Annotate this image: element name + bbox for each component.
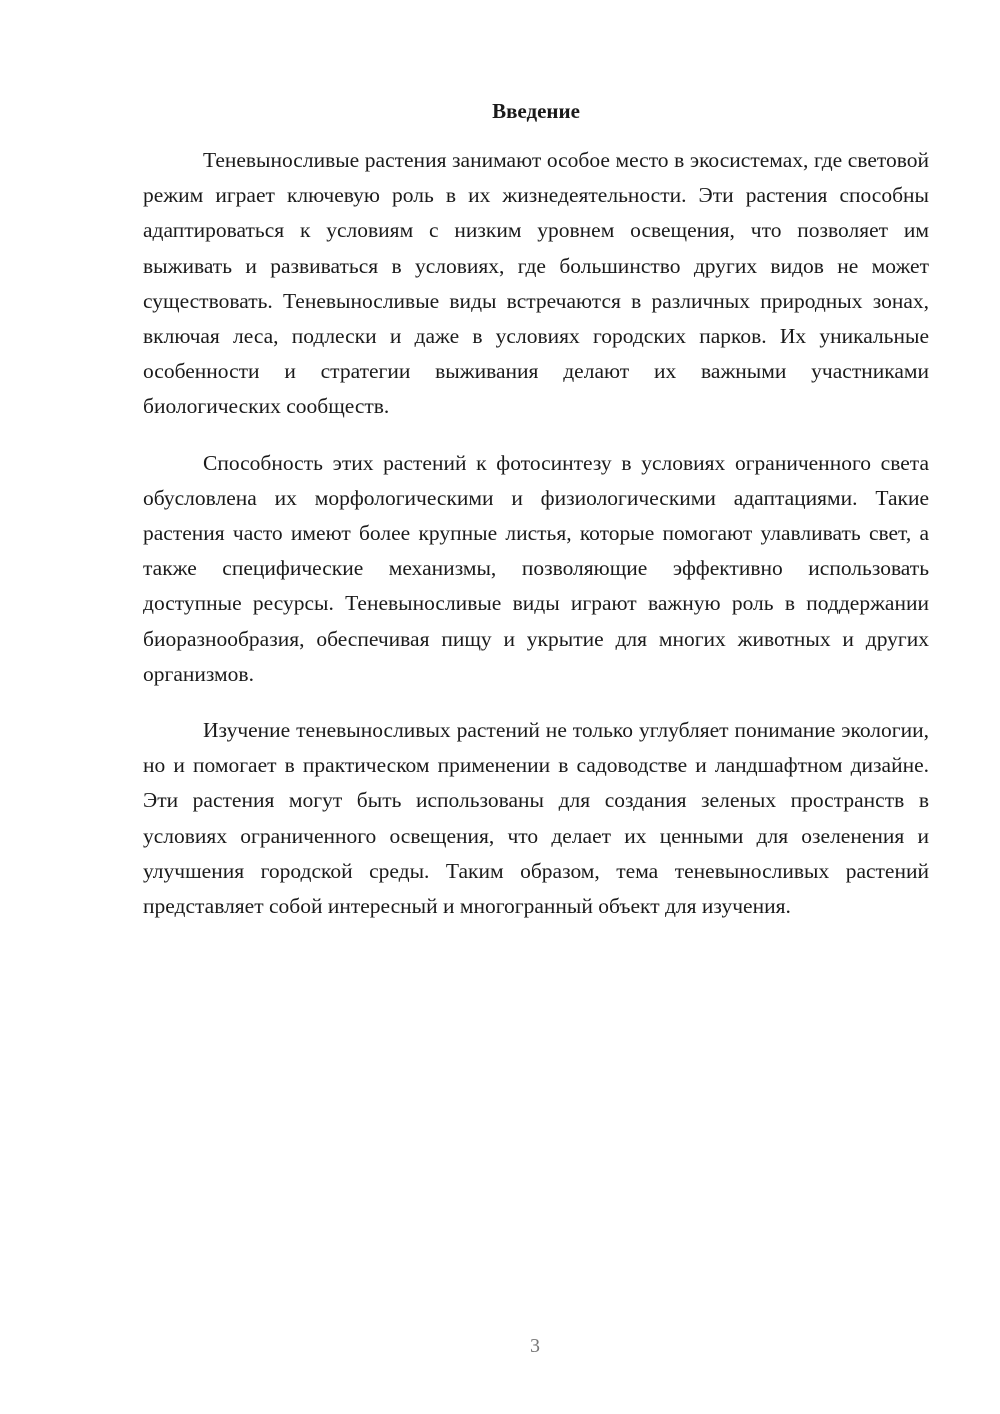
section-title: Введение	[492, 99, 580, 123]
body-text	[143, 143, 929, 924]
paragraph-1: Теневыносливые растения занимают особое место в экосистемах, где световой режим играет ключевую роль в их жизнедеятельности. Эти растения способны адаптироваться к условиям с низким уровнем освещения, что позволяет им выживать и развиваться в условиях, где большинство других видов не может существовать. Теневыносливые виды встречаются в различных природных зонах, включая леса, подлески и даже в условиях городских парков. Их уникальные особенности и стратегии выживания делают их важными участниками биологических сообществ.	[143, 148, 929, 419]
paragraph-2: Способность этих растений к фотосинтезу в условиях ограниченного света обусловлена их морфологическими и физиологическими адаптациями. Такие растения часто имеют более крупные листья, которые помогают улавливать свет, а также специфические механизмы, позволяющие эффективно использовать доступные ресурсы. Теневыносливые виды играют важную роль в поддержании биоразнообразия, обеспечивая пищу и укрытие для многих животных и других организмов.	[143, 450, 929, 686]
page-number: 3	[530, 1335, 540, 1357]
paragraph-3: Изучение теневыносливых растений не только углубляет понимание экологии, но и помогает в практическом применении в садоводстве и ландшафтном дизайне. Эти растения могут быть использованы для создания зеленых пространств в условиях ограниченного освещения, что делает их ценными для озеленения и улучшения городской среды. Таким образом, тема теневыносливых растений представляет собой интересный и многогранный объект для изучения.	[143, 718, 929, 919]
